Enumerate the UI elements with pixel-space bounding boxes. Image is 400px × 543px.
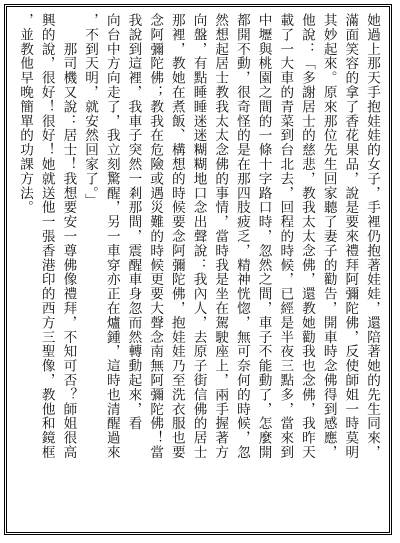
text-column-5: 載了一大車的青菜到台北去，回程的時候，已經是半夜三點多，當來到: [277, 13, 294, 460]
text-column-2: 滿面笑容的拿了香花果品，說是要來禮拜阿彌陀佛，反使師姐一時莫明: [342, 13, 359, 460]
vertical-text-area: [15, 13, 381, 526]
document-page: [4, 4, 392, 535]
text-column-13: 向台中方向走了，我立刻驚醒，另一車穿亦正在爐鍾，這時也清醒過來: [103, 13, 120, 460]
text-column-8: 然想起居士教我太太念佛的事情，當時我是坐在駕駛座上，兩手握著方: [212, 13, 229, 460]
text-column-6: 中壢與桃園之間的一條十字路口時，忽然之間，車子不能動了，怎麼開: [255, 13, 272, 460]
text-column-11: 念阿彌陀佛；教我在危險或遇災難的時候更要大聲念南無阿彌陀佛！當: [147, 13, 164, 460]
text-column-7: 都開不動，很奇怪的是在那四肢疲乏，精神恍惚，無可奈何的時候，忽: [233, 13, 250, 460]
text-column-9: 向盤，有點睡睡迷迷糊糊地口念出聲說：我內人，去原子街信佛的居士: [190, 13, 207, 460]
text-column-4: 他說：「多謝居士的慈悲，教我太太念佛，還教她勸我也念佛，我昨天: [298, 13, 315, 460]
text-column-15: 那司機又說：居士！我想要安一尊佛像禮拜，不知可否？師姐很高: [60, 13, 77, 460]
text-column-17: ，並教他早晚簡單的功課方法。: [17, 13, 33, 215]
text-column-3: 其妙起來。原來那位先生回家聽了妻子的勸告，開車時念佛得到感應，: [320, 13, 337, 460]
text-column-1: 她過上那天手抱娃娃的女子，手裡仍抱著娃娃，還陪著她的先生同來，: [364, 13, 380, 460]
text-column-10: 那裡，教她在煮飯、構想的時候要念阿彌陀佛，抱娃娃乃至洗衣服也要: [168, 13, 185, 460]
text-column-16: 興的說，很好！很好！她就送他一張香港印的西方三聖像，教他和鏡框: [38, 13, 55, 460]
text-column-14: ，不到天明，就安然回家了。」: [82, 13, 99, 208]
text-column-12: 我說到這裡，我車子突然一剎那間，震醒車身忽而然轉動起來，看: [125, 13, 142, 431]
